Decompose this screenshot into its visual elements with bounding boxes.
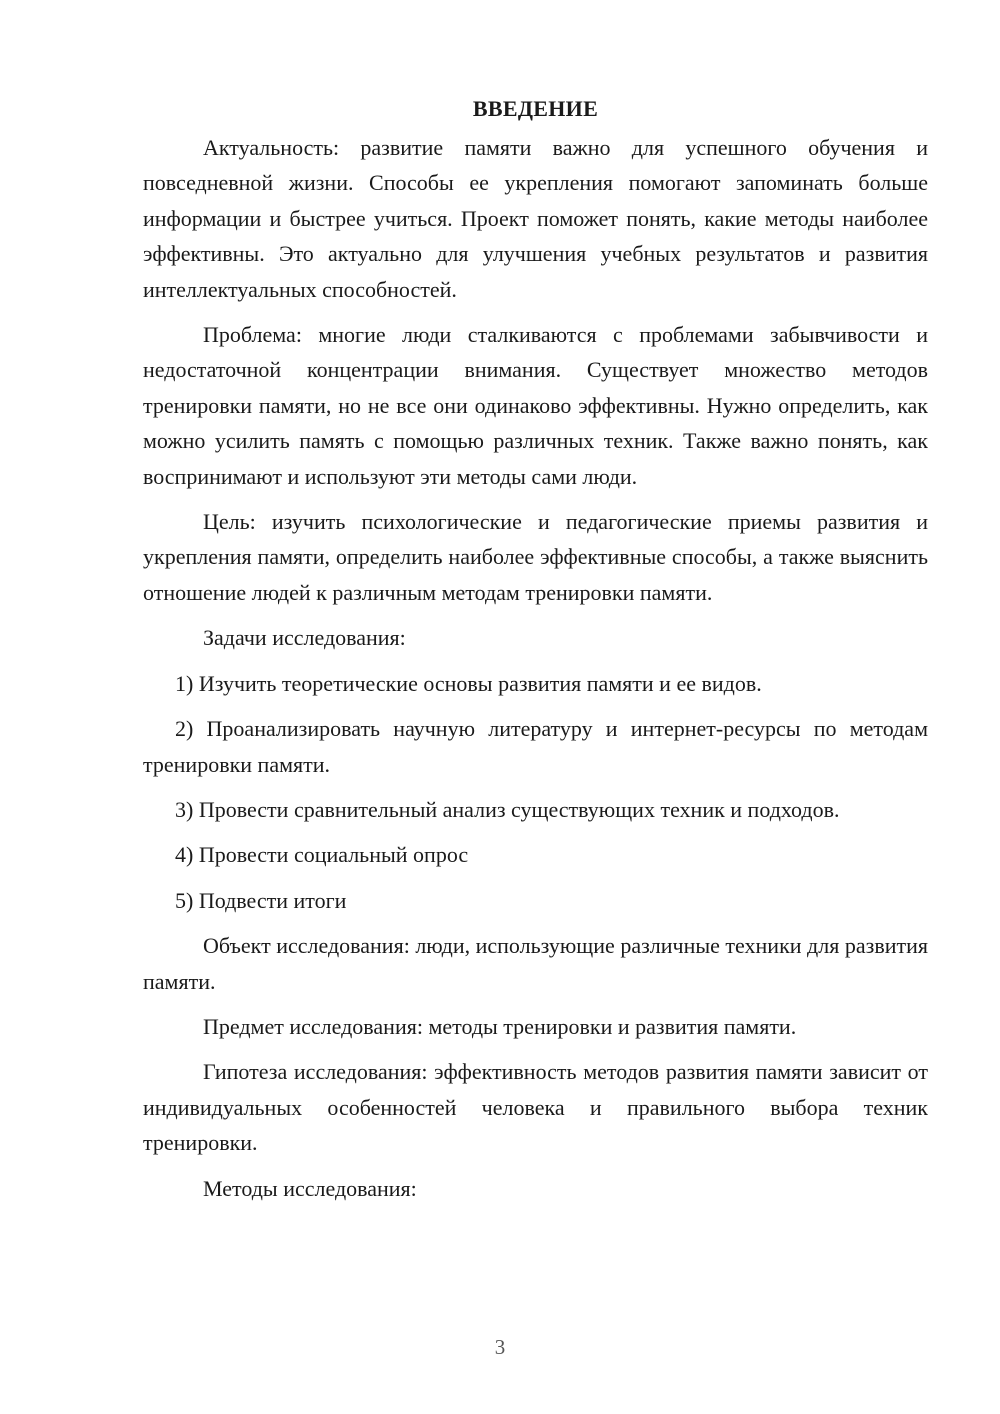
paragraph-hypothesis: Гипотеза исследования: эффективность методов развития памяти зависит от индивидуальных особенностей человека и правильного выбора техник тренировки. — [143, 1059, 928, 1156]
task-item-3: 3) Провести сравнительный анализ существующих техник и подходов. — [175, 796, 840, 822]
paragraph-goal: Цель: изучить психологические и педагогические приемы развития и укрепления памяти, определить наиболее эффективные способы, а также выяснить отношение людей к различным методам тренировки памяти. — [143, 509, 928, 605]
paragraph-tasks-heading: Задачи исследования: — [203, 625, 406, 651]
task-item-5: 5) Подвести итоги — [175, 887, 347, 913]
task-item-2: 2) Проанализировать научную литературу и интернет-ресурсы по методам тренировки памяти. — [143, 716, 928, 777]
task-item-4: 4) Провести социальный опрос — [175, 842, 469, 868]
task-item-1: 1) Изучить теоретические основы развития памяти и ее видов. — [175, 670, 762, 696]
paragraph-subject: Предмет исследования: методы тренировки и развития памяти. — [203, 1013, 797, 1039]
document-page — [143, 92, 928, 1206]
paragraph-methods: Методы исследования: — [203, 1175, 417, 1201]
paragraph-relevance: Актуальность: развитие памяти важно для успешного обучения и повседневной жизни. Способы ее укрепления помогают запоминать больше информации и быстрее учиться. Проект поможет понять, какие методы наиболее эффективны. Это актуально для улучшения учебных результатов и развития интеллектуальных способностей. — [143, 135, 928, 302]
paragraph-problem: Проблема: многие люди сталкиваются с проблемами забывчивости и недостаточной концентрации внимания. Существует множество методов тренировки памяти, но не все они одинаково эффективны. Нужно определить, как можно усилить память с помощью различных техник. Также важно понять, как воспринимают и используют эти методы сами люди. — [143, 322, 928, 489]
page-number: 3 — [494, 1335, 506, 1359]
page-title: ВВЕДЕНИЕ — [472, 96, 599, 121]
paragraph-object: Объект исследования: люди, использующие различные техники для развития памяти. — [143, 933, 928, 994]
